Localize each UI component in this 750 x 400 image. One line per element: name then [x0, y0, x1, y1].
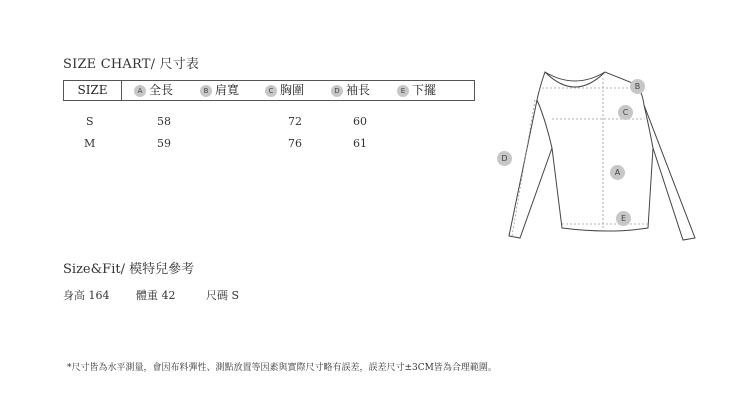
row-s-d: 60	[353, 115, 367, 128]
row-m-size: M	[84, 137, 96, 150]
model-weight: 體重 42	[136, 289, 176, 302]
size-header-cell: SIZE	[64, 81, 122, 100]
row-m-a: 59	[157, 137, 171, 150]
model-height: 身高 164	[63, 289, 110, 302]
header-col-b	[200, 81, 239, 100]
badge-c: C	[265, 85, 277, 97]
header-label-e: 下擺	[412, 83, 437, 97]
badge-d: D	[331, 85, 343, 97]
size-chart-title: SIZE CHART/ 尺寸表	[63, 57, 200, 72]
header-label-a: 全長	[149, 83, 174, 97]
header-col-e	[397, 81, 436, 100]
badge-e: E	[397, 85, 409, 97]
header-label-b: 肩寬	[215, 83, 240, 97]
header-col-d	[331, 81, 370, 100]
header-col-a	[134, 81, 173, 100]
size-table-header	[63, 80, 475, 101]
row-m-c: 76	[288, 137, 302, 150]
row-s-c: 72	[288, 115, 302, 128]
header-col-c	[265, 81, 304, 100]
size-fit-title: Size&Fit/ 模特兒參考	[63, 262, 195, 277]
row-s-a: 58	[157, 115, 171, 128]
measurement-note: *尺寸皆為水平測量，會因布料彈性、測點放置等因素與實際尺寸略有誤差，誤差尺寸±3CM皆為合理範圍。	[67, 363, 497, 373]
header-label-c: 胸圍	[280, 83, 305, 97]
diagram-badge-d: D	[497, 151, 512, 166]
diagram-badge-c: C	[618, 105, 633, 120]
diagram-badge-b: B	[630, 79, 645, 94]
diagram-badge-a: A	[610, 165, 625, 180]
badge-a: A	[134, 85, 146, 97]
sweater-outline-icon	[490, 60, 700, 250]
row-s-size: S	[86, 115, 94, 128]
model-size: 尺碼 S	[206, 289, 240, 302]
badge-b: B	[200, 85, 212, 97]
diagram-badge-e: E	[616, 211, 631, 226]
header-label-d: 袖長	[346, 83, 371, 97]
garment-diagram	[490, 60, 700, 250]
row-m-d: 61	[353, 137, 367, 150]
